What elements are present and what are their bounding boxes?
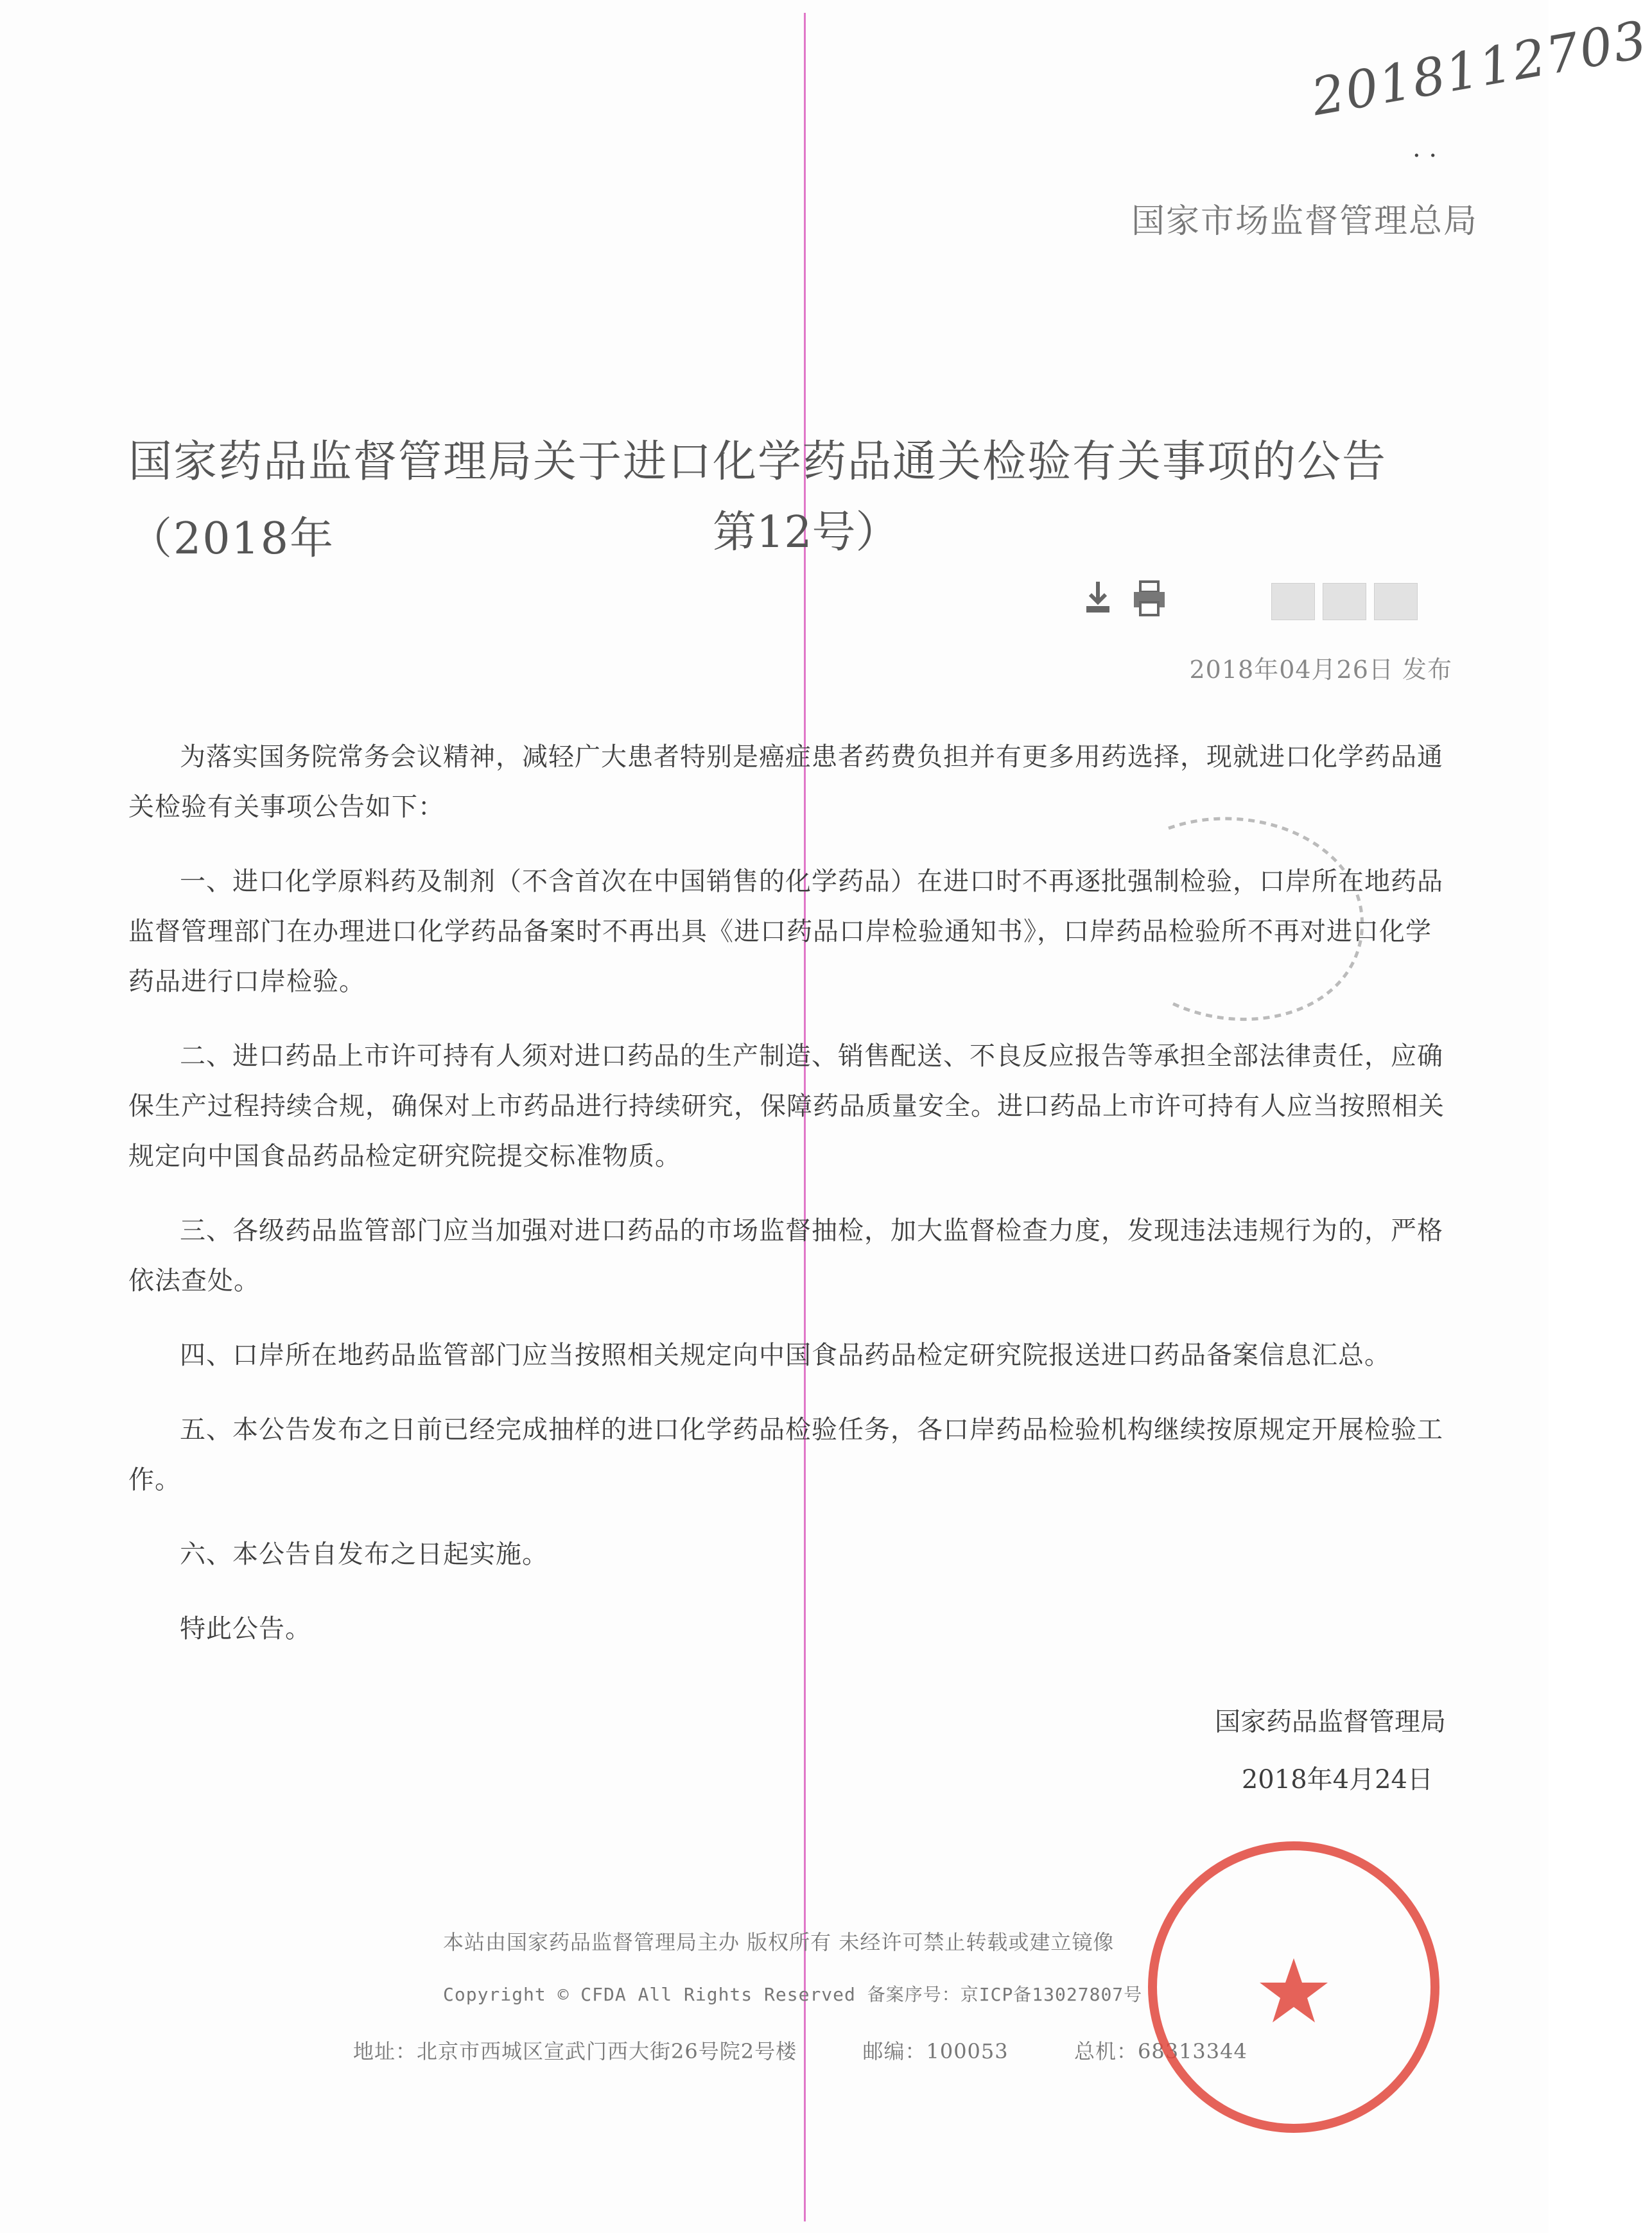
publish-date: 2018年04月26日 发布 [1189, 656, 1452, 684]
body-paragraph-2: 二、进口药品上市许可持有人须对进口药品的生产制造、销售配送、不良反应报告等承担全部法律责任，应确保生产过程持续合规，确保对上市药品进行持续研究，保障药品质量安全。进口药品上市许可持有人应当按照相关规定向中国食品药品检定研究院提交标准物质。 [128, 1041, 1445, 1171]
announcement-body [128, 732, 1445, 1678]
handwritten-note: 2018112703 [1307, 9, 1652, 128]
print-icon[interactable] [1130, 578, 1169, 619]
body-paragraph-intro: 为落实国务院常务会议精神，减轻广大患者特别是癌症患者药费负担并有更多用药选择，现就进口化学药品通关检验有关事项公告如下： [128, 742, 1443, 822]
article-toolbar [1079, 578, 1451, 629]
footer-postcode: 100053 [926, 2039, 1009, 2064]
footer-address-label: 地址： [353, 2039, 417, 2064]
body-paragraph-1: 一、进口化学原料药及制剂（不含首次在中国销售的化学药品）在进口时不再逐批强制检验，口岸所在地药品监督管理部门在办理进口化学药品备案时不再出具《进口药品口岸检验通知书》，口岸药品检验所不再对进口化学药品进行口岸检验。 [128, 867, 1443, 996]
body-paragraph-3: 三、各级药品监管部门应当加强对进口药品的市场监督抽检，加大监督检查力度，发现违法违规行为的，严格依法查处。 [128, 1216, 1443, 1296]
body-paragraph-4: 四、口岸所在地药品监管部门应当按照相关规定向中国食品药品检定研究院报送进口药品备案信息汇总。 [180, 1341, 1391, 1370]
signature-date: 2018年4月24日 [1241, 1765, 1433, 1794]
page-title: 国家药品监督管理局关于进口化学药品通关检验有关事项的公告（2018年 [128, 437, 1387, 564]
share-weibo-icon[interactable] [1271, 583, 1315, 620]
share-wechat-icon[interactable] [1374, 583, 1418, 620]
agency-header: 国家市场监督管理总局 [1131, 202, 1478, 241]
signature-issuer: 国家药品监督管理局 [1215, 1707, 1446, 1737]
footer-postcode-label: 邮编： [862, 2039, 926, 2064]
body-paragraph-closing: 特此公告。 [180, 1614, 311, 1644]
body-paragraph-5: 五、本公告发布之日前已经完成抽样的进口化学药品检验任务，各口岸药品检验机构继续按原规定开展检验工作。 [128, 1415, 1443, 1495]
body-paragraph-6: 六、本公告自发布之日起实施。 [180, 1540, 548, 1569]
scan-dots: · · [1413, 141, 1438, 171]
company-seal-icon [1143, 1836, 1445, 2138]
footer-address: 北京市西城区宣武门西大街26号院2号楼 [417, 2039, 797, 2064]
download-icon[interactable] [1079, 578, 1117, 619]
footer-copyright-cn: 本站由国家药品监督管理局主办 版权所有 未经许可禁止转载或建立镜像 [443, 1930, 1115, 1954]
share-qzone-icon[interactable] [1323, 583, 1366, 620]
footer-switchboard-label: 总机： [1074, 2039, 1138, 2064]
footer-contact [353, 2035, 1248, 2065]
footer-switchboard: 68313344 [1137, 2039, 1248, 2064]
footer-copyright-en: Copyright © CFDA All Rights Reserved 备案序号：京ICP备13027807号 [443, 1984, 1143, 2005]
page-title-line2: 第12号） [713, 507, 900, 558]
